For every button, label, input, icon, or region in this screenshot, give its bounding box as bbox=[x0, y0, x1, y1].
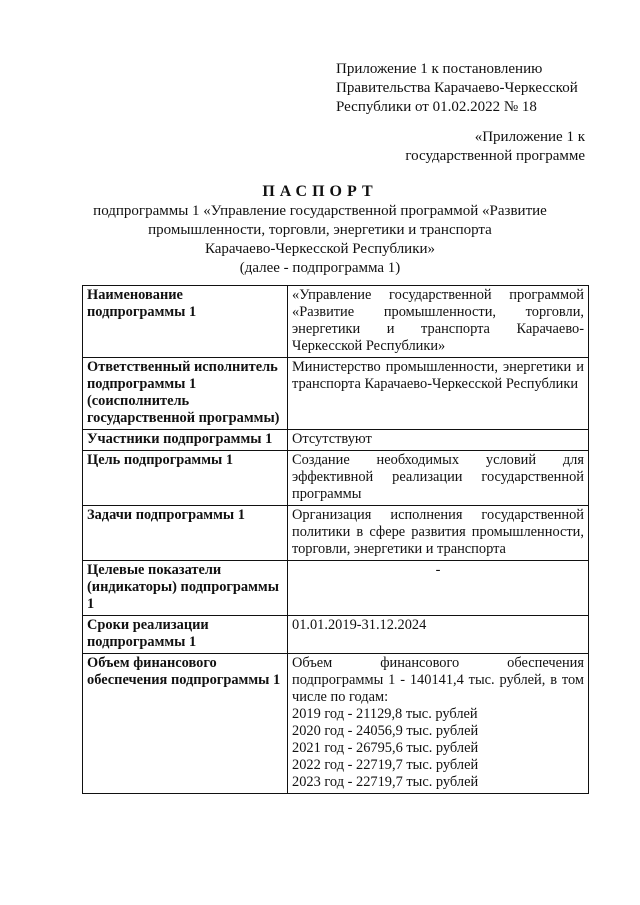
row-value: Министерство промышленности, энергетики и транспорта Карачаево-Черкесской Республики bbox=[288, 358, 589, 430]
row-value: «Управление государственной программой «Развитие промышленности, торговли, энергетики и транспорта Карачаево-Черкесской Республики» bbox=[288, 286, 589, 358]
table-row-financing bbox=[83, 654, 589, 794]
program-appendix-line: государственной программе bbox=[405, 148, 585, 164]
table-row bbox=[83, 451, 589, 506]
subtitle-line: (далее - подпрограмма 1) bbox=[239, 260, 401, 276]
table-row bbox=[83, 286, 589, 358]
resolution-appendix-note bbox=[336, 60, 578, 117]
subtitle-line: подпрограммы 1 «Управление государственной программой «Развитие bbox=[93, 203, 547, 219]
row-value: Создание необходимых условий для эффективной реализации государственной программы bbox=[288, 451, 589, 506]
subtitle-line: Карачаево-Черкесской Республики» bbox=[204, 241, 436, 257]
appendix-line: Республики от 01.02.2022 № 18 bbox=[336, 99, 537, 115]
table-row bbox=[83, 358, 589, 430]
row-label: Задачи подпрограммы 1 bbox=[83, 506, 288, 561]
row-value: - bbox=[288, 561, 589, 616]
row-value: 01.01.2019-31.12.2024 bbox=[288, 616, 589, 654]
row-label: Целевые показатели (индикаторы) подпрограммы 1 bbox=[83, 561, 288, 616]
row-label: Объем финансового обеспечения подпрограммы 1 bbox=[83, 654, 288, 794]
row-value: Организация исполнения государственной политики в сфере развития промышленности, торговли, энергетики и транспорта bbox=[288, 506, 589, 561]
table-row bbox=[83, 616, 589, 654]
row-label: Ответственный исполнитель подпрограммы 1 (соисполнитель государственной программы) bbox=[83, 358, 288, 430]
financing-year: 2023 год - 22719,7 тыс. рублей bbox=[292, 774, 479, 790]
row-label: Наименование подпрограммы 1 bbox=[83, 286, 288, 358]
document-subtitle bbox=[60, 202, 580, 278]
financing-intro: Объем финансового обеспечения подпрограммы 1 - 140141,4 тыс. рублей, в том числе по годам: bbox=[292, 655, 584, 705]
table-row bbox=[83, 506, 589, 561]
financing-year: 2020 год - 24056,9 тыс. рублей bbox=[292, 723, 479, 739]
appendix-line: Приложение 1 к постановлению bbox=[336, 61, 543, 77]
subtitle-line: промышленности, торговли, энергетики и транспорта bbox=[148, 222, 492, 238]
financing-value bbox=[288, 654, 589, 794]
table-row bbox=[83, 561, 589, 616]
appendix-line: Правительства Карачаево-Черкесской bbox=[336, 80, 578, 96]
financing-year: 2019 год - 21129,8 тыс. рублей bbox=[292, 706, 478, 722]
program-appendix-note bbox=[405, 128, 585, 166]
passport-table bbox=[82, 285, 589, 794]
financing-year: 2022 год - 22719,7 тыс. рублей bbox=[292, 757, 479, 773]
row-label: Сроки реализации подпрограммы 1 bbox=[83, 616, 288, 654]
financing-year: 2021 год - 26795,6 тыс. рублей bbox=[292, 740, 479, 756]
document-title: ПАСПОРТ bbox=[262, 183, 378, 200]
row-label: Цель подпрограммы 1 bbox=[83, 451, 288, 506]
row-label: Участники подпрограммы 1 bbox=[83, 430, 288, 451]
row-value: Отсутствуют bbox=[288, 430, 589, 451]
table-row bbox=[83, 430, 589, 451]
program-appendix-line: «Приложение 1 к bbox=[474, 129, 585, 145]
